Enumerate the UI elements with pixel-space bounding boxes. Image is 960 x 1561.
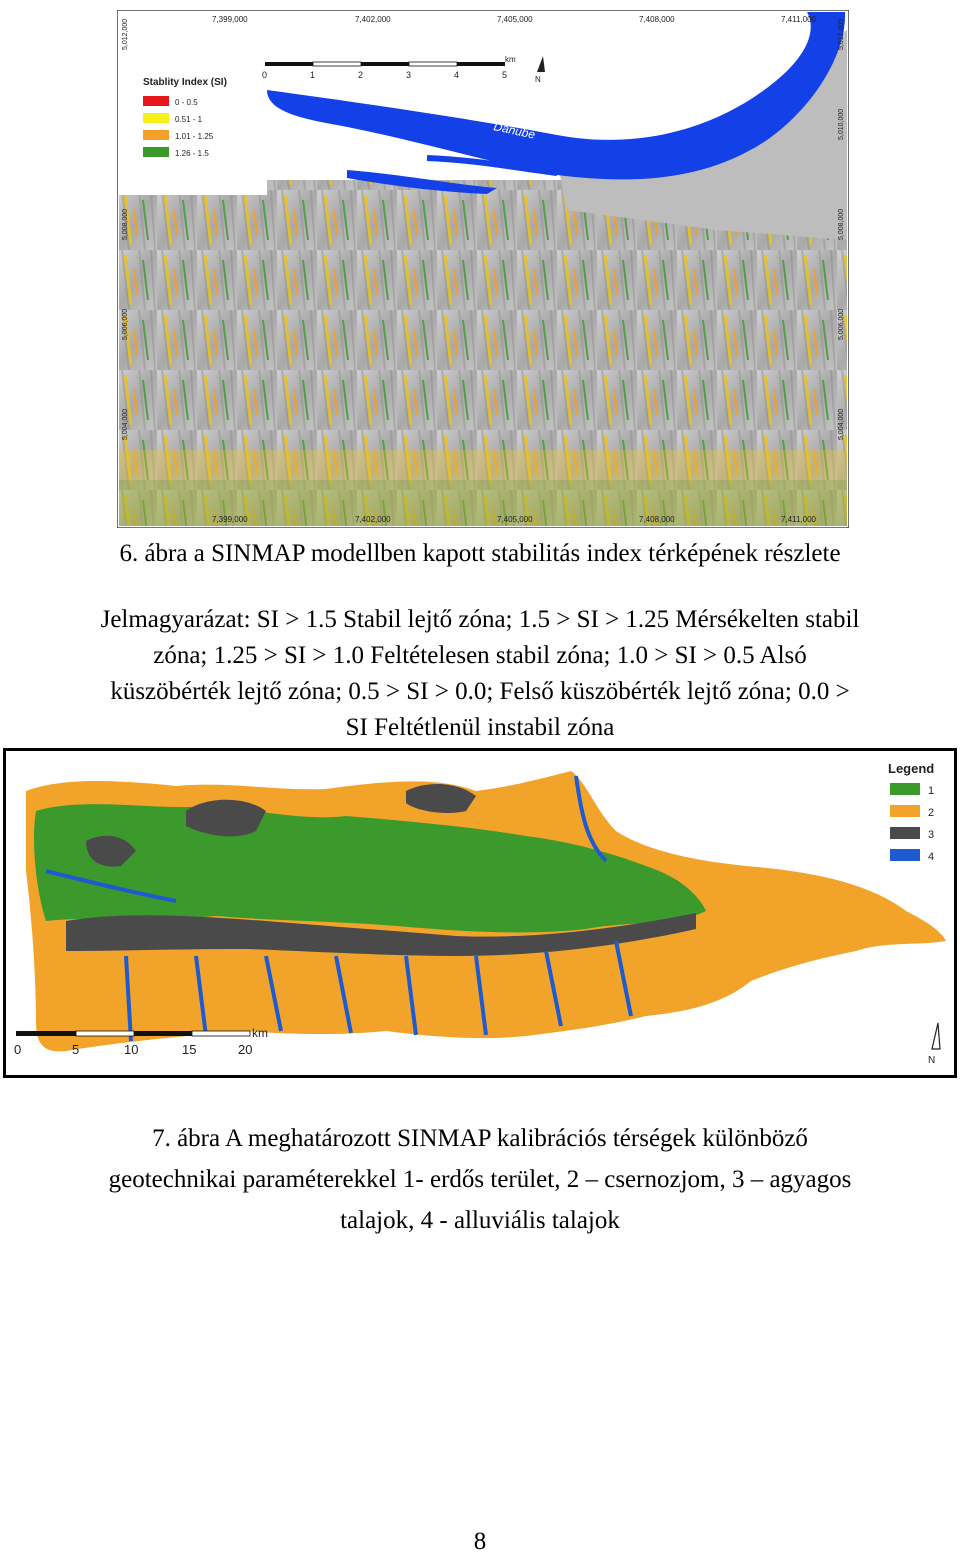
legend-line: zóna; 1.25 > SI > 1.0 Feltételesen stabil zóna; 1.0 > SI > 0.5 Alsó: [153, 642, 807, 669]
figure6-caption: 6. ábra a SINMAP modellben kapott stabilitás index térképének részlete: [119, 540, 841, 567]
si-legend-swatch: [143, 96, 169, 106]
scale-unit: km: [252, 1026, 268, 1040]
si-legend-swatch: [143, 147, 169, 157]
scale-tick: 4: [454, 70, 460, 80]
bottom-coord: 7,399,000: [212, 515, 248, 524]
north-label: N: [928, 1055, 936, 1066]
legend-line: SI Feltétlenül instabil zóna: [345, 714, 615, 741]
top-coord: 7,399,000: [212, 15, 248, 24]
north-arrow-7: [928, 1023, 940, 1066]
scale-tick: 5: [502, 70, 508, 80]
fig7-legend-label: 2: [928, 807, 935, 819]
si-legend-label: 0 - 0.5: [175, 98, 198, 107]
right-coord: 5,006,000: [838, 308, 845, 340]
legend-line: Jelmagyarázat: SI > 1.5 Stabil lejtő zóna; 1.5 > SI > 1.25 Mérsékelten stabil: [100, 606, 860, 633]
right-coord: 5,008,000: [838, 208, 845, 240]
right-coord: 5,012,000: [838, 18, 845, 50]
top-coord: 7,408,000: [639, 15, 675, 24]
figure7-caption-line: talajok, 4 - alluviális talajok: [340, 1207, 620, 1234]
right-coord: 5,010,000: [838, 108, 845, 140]
left-coord: 5,004,000: [122, 408, 129, 440]
left-coord: 5,006,000: [122, 308, 129, 340]
si-legend-swatch: [143, 113, 169, 123]
scale-tick: 0: [14, 1042, 22, 1057]
fig7-legend-swatch: [890, 805, 920, 817]
figure7-caption: [0, 1118, 960, 1241]
bottom-coord: 7,411,000: [781, 515, 816, 524]
bottom-coord: 7,402,000: [355, 515, 391, 524]
figure6-map: [117, 10, 849, 528]
si-legend-label: 1.26 - 1.5: [175, 149, 209, 158]
fig7-legend-label: 1: [928, 785, 935, 797]
top-coord: 7,411,000: [781, 15, 816, 24]
scale-tick: 1: [310, 70, 316, 80]
scale-tick: 15: [182, 1042, 197, 1057]
figure7-map: [3, 748, 957, 1078]
north-label: N: [535, 75, 541, 84]
scale-tick: 20: [238, 1042, 253, 1057]
scale-tick: 5: [72, 1042, 80, 1057]
si-legend-label: 0.51 - 1: [175, 115, 203, 124]
figure7-caption-line: 7. ábra A meghatározott SINMAP kalibrációs térségek különböző: [152, 1125, 808, 1152]
river-label: Danube: [492, 119, 537, 142]
legend-line: küszöbérték lejtő zóna; 0.5 > SI > 0.0; Felső küszöbérték lejtő zóna; 0.0 >: [110, 678, 850, 705]
figure7-caption-line: geotechnikai paraméterekkel 1- erdős terület, 2 – csernozjom, 3 – agyagos: [108, 1166, 852, 1193]
bottom-coord: 7,405,000: [497, 515, 533, 524]
scale-tick: 3: [406, 70, 412, 80]
fig7-legend-label: 3: [928, 829, 935, 841]
fig7-legend-label: 4: [928, 851, 935, 863]
left-coord: 5,008,000: [122, 208, 129, 240]
scale-tick: 10: [124, 1042, 139, 1057]
scale-tick: 0: [262, 70, 268, 80]
scale-tick: 2: [358, 70, 364, 80]
si-legend-label: 1.01 - 1.25: [175, 132, 214, 141]
left-coord: 5,012,000: [122, 18, 129, 50]
si-legend-explanation: [0, 602, 960, 746]
fig7-legend-swatch: [890, 827, 920, 839]
top-coord: 7,402,000: [355, 15, 391, 24]
scale-unit: km: [505, 55, 516, 64]
page-number: 8: [473, 1528, 487, 1555]
top-coord: 7,405,000: [497, 15, 533, 24]
fig7-legend: [888, 761, 934, 863]
fig7-legend-title: Legend: [888, 761, 935, 776]
si-legend-swatch: [143, 130, 169, 140]
fig7-legend-swatch: [890, 783, 920, 795]
si-legend-title: Stablity Index (SI): [143, 77, 227, 88]
right-coord: 5,004,000: [838, 408, 845, 440]
fig7-legend-swatch: [890, 849, 920, 861]
bottom-coord: 7,408,000: [639, 515, 675, 524]
